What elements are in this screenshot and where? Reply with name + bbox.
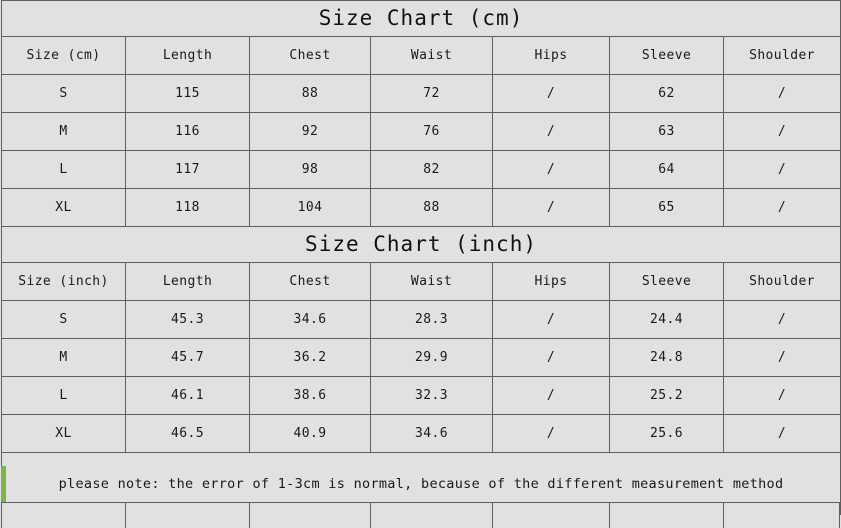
cell-length: 46.5 <box>126 415 250 453</box>
table-row <box>2 151 841 189</box>
cell-shoulder: / <box>724 75 841 113</box>
cell-size: XL <box>2 415 126 453</box>
cell-hips: / <box>493 415 610 453</box>
cell-sleeve: 24.4 <box>610 301 724 339</box>
header-cell-sleeve-inch: Sleeve <box>610 263 724 301</box>
title-cell-inch <box>2 227 841 263</box>
cell-shoulder: / <box>724 189 841 227</box>
cell-hips: / <box>493 189 610 227</box>
cell-sleeve: 25.6 <box>610 415 724 453</box>
cell-hips: / <box>493 301 610 339</box>
cell-waist: 28.3 <box>371 301 493 339</box>
header-cell-waist-inch: Waist <box>371 263 493 301</box>
title-row-inch <box>2 227 841 263</box>
cell-chest: 98 <box>250 151 371 189</box>
cell-size: S <box>2 75 126 113</box>
bottom-grid-strip <box>1 502 840 528</box>
cell-sleeve: 62 <box>610 75 724 113</box>
header-cell-shoulder-inch: Shoulder <box>724 263 841 301</box>
header-cell-chest-cm: Chest <box>250 37 371 75</box>
header-cell-size-inch: Size (inch) <box>2 263 126 301</box>
cell-shoulder: / <box>724 151 841 189</box>
cell-sleeve: 64 <box>610 151 724 189</box>
title-row-cm <box>2 1 841 37</box>
cell-chest: 38.6 <box>250 377 371 415</box>
header-cell-length-inch: Length <box>126 263 250 301</box>
cell-hips: / <box>493 151 610 189</box>
table-row <box>2 113 841 151</box>
cell-chest: 104 <box>250 189 371 227</box>
cell-length: 117 <box>126 151 250 189</box>
cell-hips: / <box>493 339 610 377</box>
cell-waist: 34.6 <box>371 415 493 453</box>
cell-shoulder: / <box>724 415 841 453</box>
cell-sleeve: 65 <box>610 189 724 227</box>
header-cell-hips-cm: Hips <box>493 37 610 75</box>
cell-shoulder: / <box>724 113 841 151</box>
cell-sleeve: 25.2 <box>610 377 724 415</box>
page-title-cm: Size Chart (cm) <box>318 6 524 30</box>
table-row <box>2 377 841 415</box>
cell-shoulder: / <box>724 339 841 377</box>
cell-length: 118 <box>126 189 250 227</box>
cell-waist: 72 <box>371 75 493 113</box>
cell-size: XL <box>2 189 126 227</box>
size-chart-cm-table <box>1 0 841 515</box>
bottom-cell <box>1 502 125 528</box>
measurement-note: please note: the error of 1-3cm is normal, because of the different measurement method <box>2 453 841 516</box>
cell-size: M <box>2 339 126 377</box>
header-cell-hips-inch: Hips <box>493 263 610 301</box>
table-row <box>2 301 841 339</box>
cell-size: S <box>2 301 126 339</box>
cell-waist: 82 <box>371 151 493 189</box>
cell-size: L <box>2 151 126 189</box>
cell-shoulder: / <box>724 301 841 339</box>
bottom-cell <box>249 502 370 528</box>
header-cell-length-cm: Length <box>126 37 250 75</box>
cell-waist: 88 <box>371 189 493 227</box>
accent-tab <box>1 466 6 502</box>
cell-length: 115 <box>126 75 250 113</box>
cell-chest: 88 <box>250 75 371 113</box>
header-cell-waist-cm: Waist <box>371 37 493 75</box>
title-cell-cm <box>2 1 841 37</box>
cell-size: M <box>2 113 126 151</box>
bottom-cell <box>370 502 492 528</box>
cell-chest: 36.2 <box>250 339 371 377</box>
bottom-cell <box>492 502 609 528</box>
table-row <box>2 415 841 453</box>
cell-length: 46.1 <box>126 377 250 415</box>
bottom-cell <box>125 502 249 528</box>
cell-waist: 29.9 <box>371 339 493 377</box>
bottom-cell <box>609 502 723 528</box>
header-row-cm <box>2 37 841 75</box>
header-cell-shoulder-cm: Shoulder <box>724 37 841 75</box>
cell-shoulder: / <box>724 377 841 415</box>
cell-waist: 32.3 <box>371 377 493 415</box>
cell-chest: 92 <box>250 113 371 151</box>
bottom-cell <box>723 502 840 528</box>
table-row <box>2 339 841 377</box>
cell-length: 116 <box>126 113 250 151</box>
cell-hips: / <box>493 377 610 415</box>
cell-hips: / <box>493 113 610 151</box>
cell-sleeve: 24.8 <box>610 339 724 377</box>
page-title-inch: Size Chart (inch) <box>305 232 537 256</box>
cell-sleeve: 63 <box>610 113 724 151</box>
cell-length: 45.3 <box>126 301 250 339</box>
header-cell-chest-inch: Chest <box>250 263 371 301</box>
header-cell-sleeve-cm: Sleeve <box>610 37 724 75</box>
cell-hips: / <box>493 75 610 113</box>
cell-size: L <box>2 377 126 415</box>
cell-chest: 40.9 <box>250 415 371 453</box>
header-row-inch <box>2 263 841 301</box>
header-cell-size-cm: Size (cm) <box>2 37 126 75</box>
cell-length: 45.7 <box>126 339 250 377</box>
table-row <box>2 75 841 113</box>
table-row <box>2 189 841 227</box>
cell-waist: 76 <box>371 113 493 151</box>
cell-chest: 34.6 <box>250 301 371 339</box>
